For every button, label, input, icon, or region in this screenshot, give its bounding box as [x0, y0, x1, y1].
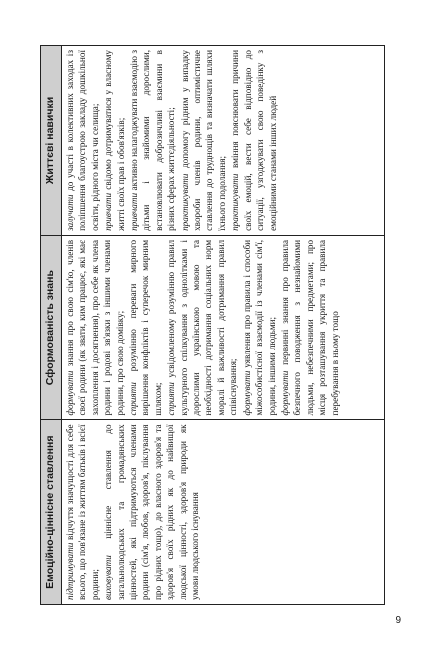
header-emotional-attitude: Емоційно-ціннісне ставлення [41, 420, 62, 605]
table-row [62, 46, 385, 605]
list-item: підтримувати відчуття значущості для себе всього, що пов'язане із життям батьків і всієї родини; [65, 424, 100, 600]
table-header-row [41, 46, 62, 605]
competency-table [40, 45, 385, 605]
page-number: 9 [395, 615, 401, 626]
list-item: залучати до участі в колективних заходах із поліпшення благоустрою закладу дошкільної освіти, рідного міста чи селища; [65, 50, 100, 231]
cell-emotional-attitude [62, 420, 385, 605]
list-item: привчати активно налагоджувати взаємодію з дітьми і знайомими дорослими, встановлювати доброзичливі взаємини в різних сферах життєдіяльності; [129, 50, 177, 231]
list-item: сприяти розумінню переваги мирного вирішення конфліктів і суперечок мирним шляхом; [128, 239, 163, 416]
list-item: привчати свідомо дотримуватися у власному житті своїх прав і обов'язків; [103, 50, 126, 231]
list-item: формувати первинні знання про правила безпечного поводження з незнайомими людьми, небезпечними предметами; про місця розташування укриття та правила перебування в ньому тощо [279, 239, 340, 416]
list-item: практикувати допомогу рідним у випадку хвороби членів родини, оптимістичне ставлення до труднощів та визначати шляхи їхнього подолання; [179, 50, 227, 231]
header-knowledge: Сформованість знань [41, 235, 62, 420]
list-item: формувати знання про свою сім'ю, членів своєї родини (як звати, ким працює, які має захоплення і досягнення), про себе як члена родини і родові зв'язки з іншими членами родини, про свою домівку; [65, 239, 125, 416]
rotated-table-container [40, 45, 385, 605]
list-item: формувати уявлення про правила і способи міжособистісної взаємодії із членами сім'ї, родини, іншими людьми; [241, 239, 277, 416]
cell-knowledge [62, 235, 385, 420]
header-life-skills: Життєві навички [41, 46, 62, 236]
list-item: сприяти усвідомленому розумінню правил культурного спілкування з однолітками і дорослими українською мовою та необхідності дотримання соціальних норм моралі й важливості дотримання правил співіснування; [166, 239, 239, 416]
list-item: практикувати вміння пояснювати причини своїх емоцій, вести себе відповідно до ситуації, узгоджувати свою поведінку з емоційними станами інших людей [230, 50, 278, 231]
list-item: виховувати ціннісне ставлення до загальнолюдських та громадянських цінностей, які підтримуються членами родини (сім'я, любов, здоров'я, піклування про рідних тощо), до власного здоров'я та здоров'я своїх рідних як до найвищої людської цінності, здоров'я природи як умови людського існування [103, 424, 201, 600]
cell-life-skills [62, 46, 385, 236]
